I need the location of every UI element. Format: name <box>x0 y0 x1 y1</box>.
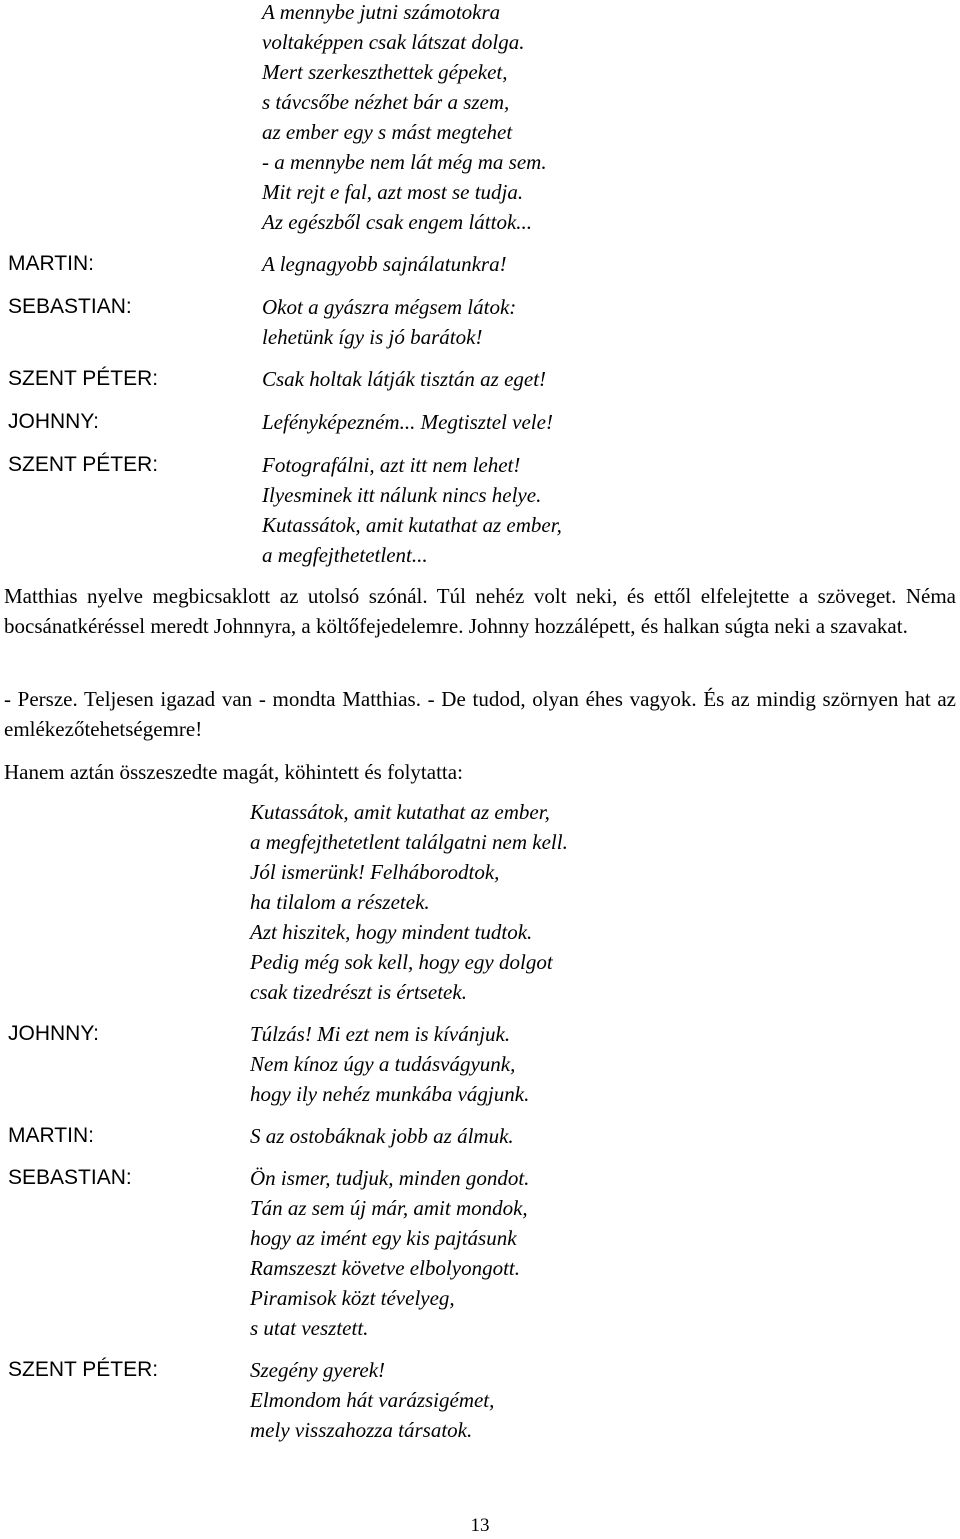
verse-line: Pedig még sok kell, hogy egy dolgot <box>250 950 553 974</box>
verse-line: az ember egy s mást megtehet <box>262 120 513 144</box>
verse-line: Ön ismer, tudjuk, minden gondot. <box>250 1166 530 1190</box>
verse-line: - a mennybe nem lát még ma sem. <box>262 150 547 174</box>
verse-line: a megfejthetetlent találgatni nem kell. <box>250 830 568 854</box>
verse-line: Tán az sem új már, amit mondok, <box>250 1196 528 1220</box>
speaker-label: SZENT PÉTER: <box>8 1358 159 1381</box>
verse-line: Piramisok közt tévelyeg, <box>250 1286 455 1310</box>
verse-line: Kutassátok, amit kutathat az ember, <box>250 800 550 824</box>
verse-line: Lefényképezném... Megtisztel vele! <box>262 410 553 434</box>
verse-line: Mit rejt e fal, azt most se tudja. <box>262 180 524 204</box>
verse-line: Ramszeszt követve elbolyongott. <box>250 1256 521 1280</box>
verse-line: s utat vesztett. <box>250 1316 369 1340</box>
verse-line: mely visszahozza társatok. <box>250 1418 473 1442</box>
verse-line: a megfejthetetlent... <box>262 543 428 567</box>
speaker-label: JOHNNY: <box>8 410 100 433</box>
verse-line: Kutassátok, amit kutathat az ember, <box>262 513 562 537</box>
prose-paragraph: Matthias nyelve megbicsaklott az utolsó szónál. Túl nehéz volt neki, és ettől elfelejtette a szöveget. Néma bocsánatkéréssel meredt Johnnyra, a költőfejedelemre. Johnny hozzálépett, és halkan súgta neki a szavakat. <box>4 584 956 638</box>
verse-line: Szegény gyerek! <box>250 1358 386 1382</box>
verse-line: Az egészből csak engem láttok... <box>262 210 533 234</box>
prose-paragraph: - Persze. Teljesen igazad van - mondta Matthias. - De tudod, olyan éhes vagyok. És az mindig szörnyen hat az emlékezőtehetségemre! <box>4 687 956 741</box>
speaker-label: SZENT PÉTER: <box>8 367 159 390</box>
speaker-label: MARTIN: <box>8 252 94 275</box>
speaker-label: MARTIN: <box>8 1124 94 1147</box>
verse-line: Mert szerkeszthettek gépeket, <box>262 60 508 84</box>
verse-lines <box>262 0 547 237</box>
verse-line: ha tilalom a részetek. <box>250 890 430 914</box>
verse-line: s távcsőbe nézhet bár a szem, <box>262 90 510 114</box>
verse-line: S az ostobáknak jobb az álmuk. <box>250 1124 514 1148</box>
speaker-label: SEBASTIAN: <box>8 295 132 318</box>
page-number: 13 <box>470 1515 490 1536</box>
verse-line: Csak holtak látják tisztán az eget! <box>262 367 547 391</box>
speaker-label: JOHNNY: <box>8 1022 100 1045</box>
verse-line: csak tizedrészt is értsetek. <box>250 980 467 1004</box>
verse-line: lehetünk így is jó barátok! <box>262 325 483 349</box>
verse-line: Elmondom hát varázsigémet, <box>250 1388 495 1412</box>
verse-line: A legnagyobb sajnálatunkra! <box>262 252 507 276</box>
verse-line: hogy ily nehéz munkába vágjunk. <box>250 1082 530 1106</box>
verse-line: Túlzás! Mi ezt nem is kívánjuk. <box>250 1022 511 1046</box>
verse-line: hogy az imént egy kis pajtásunk <box>250 1226 517 1250</box>
speaker-label: SEBASTIAN: <box>8 1166 132 1189</box>
verse-line: voltaképpen csak látszat dolga. <box>262 30 525 54</box>
speaker-label: SZENT PÉTER: <box>8 453 159 476</box>
prose-paragraph: Hanem aztán összeszedte magát, köhintett és folytatta: <box>4 760 463 784</box>
verse-lines <box>250 797 568 1007</box>
verse-line: Nem kínoz úgy a tudásvágyunk, <box>250 1052 516 1076</box>
verse-line: Ilyesminek itt nálunk nincs helye. <box>262 483 542 507</box>
verse-line: Azt hiszitek, hogy mindent tudtok. <box>250 920 533 944</box>
verse-line: Fotografálni, azt itt nem lehet! <box>262 453 521 477</box>
verse-line: Jól ismerünk! Felháborodtok, <box>250 860 500 884</box>
verse-line: Okot a gyászra mégsem látok: <box>262 295 517 319</box>
verse-line: A mennybe jutni számotokra <box>262 0 501 24</box>
